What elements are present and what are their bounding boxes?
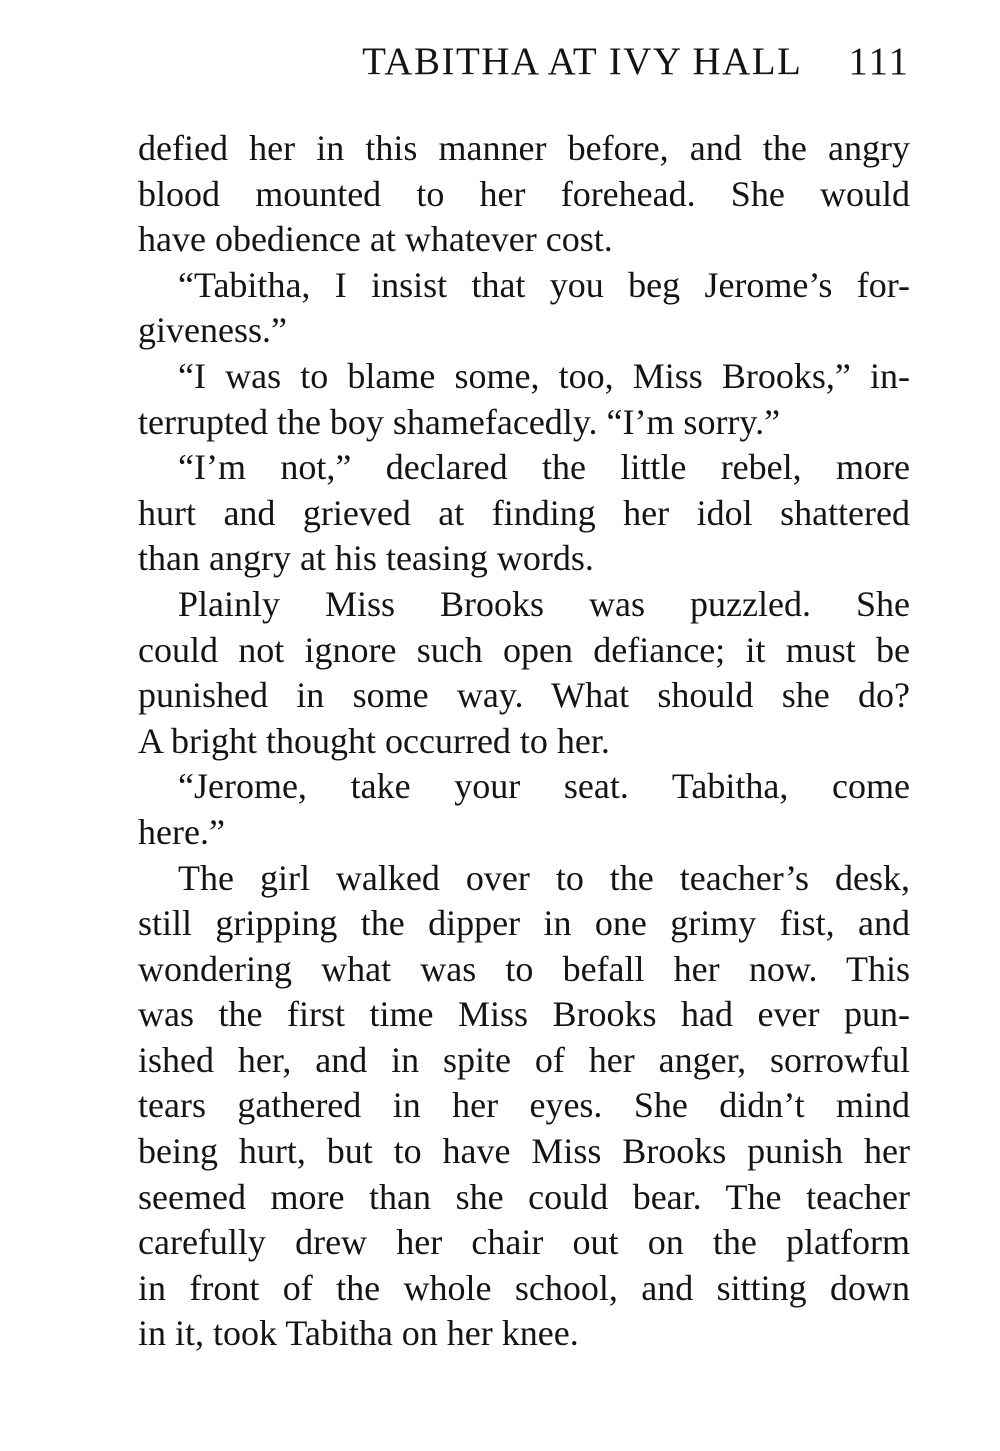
text-line: Plainly Miss Brooks was puzzled. She [178, 583, 910, 624]
running-title: TABITHA AT IVY HALL [362, 40, 803, 83]
text-line: in front of the whole school, and sitting down [138, 1267, 910, 1308]
page-number: 111 [848, 40, 910, 83]
text-line: punished in some way. What should she do? [138, 675, 910, 716]
text-line: “Jerome, take your seat. Tabitha, come [178, 766, 910, 807]
text-line: “Tabitha, I insist that you beg Jerome’s for- [178, 264, 910, 305]
text-line: being hurt, but to have Miss Brooks punish her [138, 1131, 910, 1172]
text-line: wondering what was to befall her now. This [138, 948, 910, 989]
text-line: carefully drew her chair out on the platform [138, 1222, 910, 1263]
text-line: than angry at his teasing words. [138, 538, 594, 579]
text-line: still gripping the dipper in one grimy fist, and [138, 903, 910, 944]
text-line: have obedience at whatever cost. [138, 219, 613, 260]
text-line: terrupted the boy shamefacedly. “I’m sorry.” [138, 401, 781, 442]
book-page [138, 36, 910, 1357]
text-line: giveness.” [138, 310, 287, 351]
text-line: hurt and grieved at finding her idol shattered [138, 492, 910, 533]
text-line: ished her, and in spite of her anger, sorrowful [138, 1039, 910, 1080]
running-head [138, 36, 910, 88]
text-line: “I was to blame some, too, Miss Brooks,” in- [178, 355, 910, 396]
text-line: “I’m not,” declared the little rebel, more [178, 447, 910, 488]
text-line: tears gathered in her eyes. She didn’t mind [138, 1085, 910, 1126]
text-line: could not ignore such open defiance; it must be [138, 629, 910, 670]
text-line: blood mounted to her forehead. She would [138, 173, 910, 214]
text-line: seemed more than she could bear. The teacher [138, 1176, 910, 1217]
text-line: was the first time Miss Brooks had ever pun- [138, 994, 910, 1035]
body-text [138, 126, 910, 1357]
text-line: A bright thought occurred to her. [138, 720, 610, 761]
text-line: in it, took Tabitha on her knee. [138, 1313, 579, 1354]
text-line: here.” [138, 811, 225, 852]
text-line: defied her in this manner before, and the angry [138, 128, 910, 168]
text-line: The girl walked over to the teacher’s desk, [178, 857, 910, 898]
